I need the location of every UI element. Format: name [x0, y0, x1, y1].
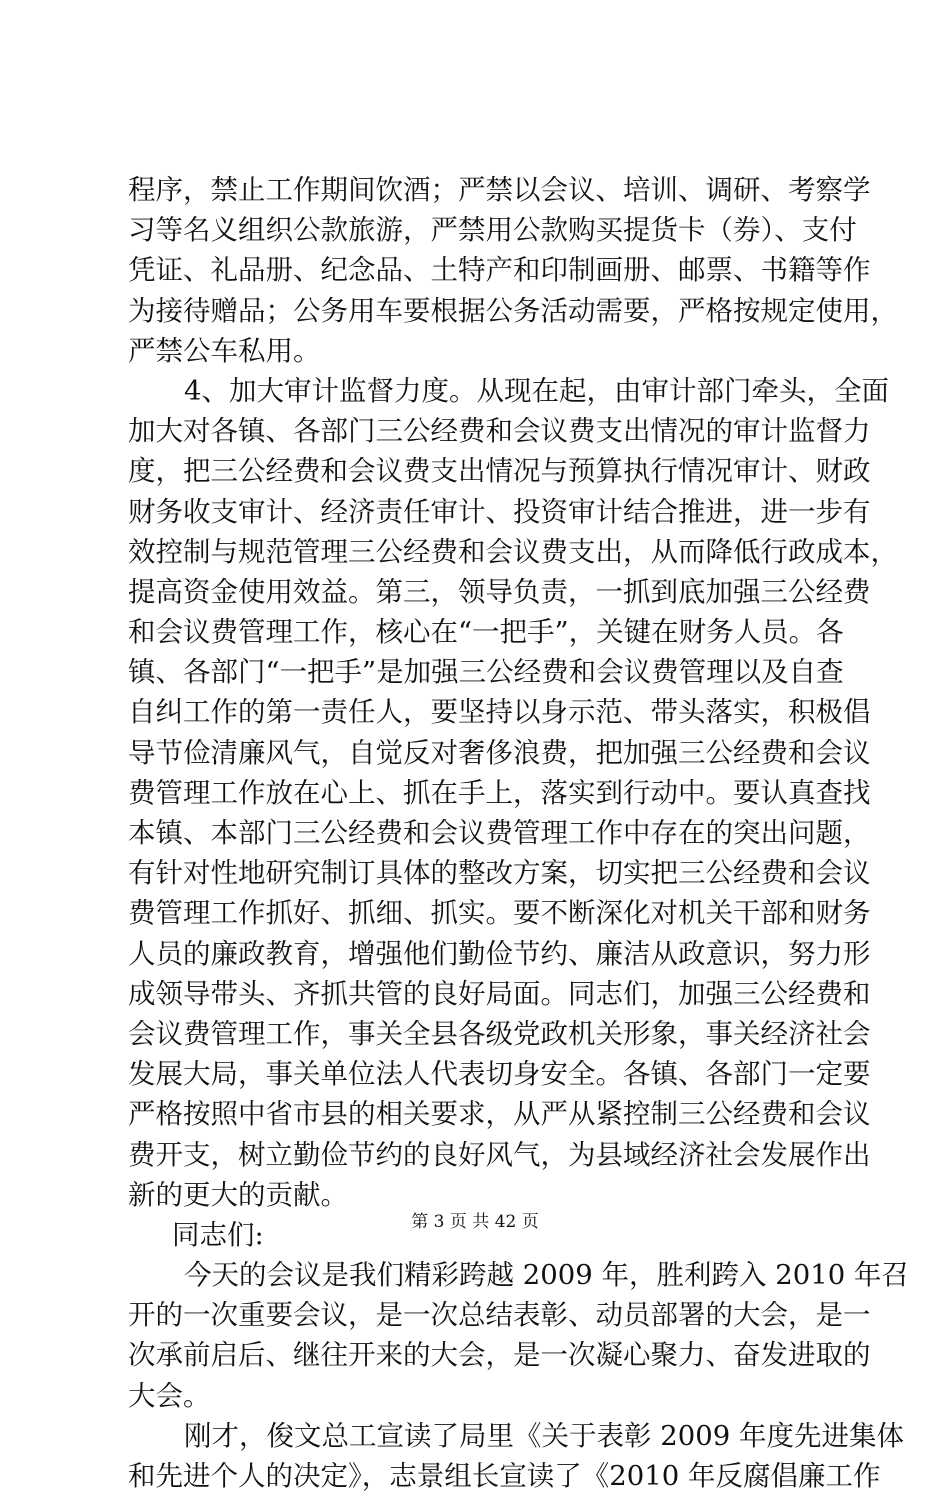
text-line: 自纠工作的第一责任人，要坚持以身示范、带头落实，积极倡 [128, 696, 871, 729]
text-line: 度，把三公经费和会议费支出情况与预算执行情况审计、财政 [128, 455, 871, 488]
text-line: 4、加大审计监督力度。从现在起，由审计部门牵头，全面 [184, 374, 889, 407]
text-line: 提高资金使用效益。第三，领导负责，一抓到底加强三公经费 [128, 575, 871, 608]
text-line: 效控制与规范管理三公经费和会议费支出，从而降低行政成本， [128, 535, 898, 568]
text-line: 本镇、本部门三公经费和会议费管理工作中存在的突出问题， [128, 817, 871, 849]
text-line: 成领导带头、齐抓共管的良好局面。同志们，加强三公经费和 [128, 977, 871, 1010]
text-line: 习等名义组织公款旅游，严禁用公款购买提货卡（券）、支付 [128, 214, 857, 247]
text-line: 费管理工作抓好、抓细、抓实。要不断深化对机关干部和财务 [128, 897, 871, 930]
text-line: 费管理工作放在心上、抓在手上，落实到行动中。要认真查找 [128, 776, 871, 809]
text-line: 次承前启后、继往开来的大会，是一次凝心聚力、奋发进取的 [128, 1339, 871, 1372]
text-line: 新的更大的贡献。 [128, 1178, 348, 1211]
text-line: 和先进个人的决定》，志景组长宣读了《2010 年反腐倡廉工作 [128, 1460, 881, 1492]
text-line: 开的一次重要会议，是一次总结表彰、动员部署的大会，是一 [128, 1299, 871, 1332]
text-line: 加大对各镇、各部门三公经费和会议费支出情况的审计监督力 [128, 415, 871, 448]
text-line: 今天的会议是我们精彩跨越 2009 年，胜利跨入 2010 年召 [184, 1259, 909, 1292]
text-line: 人员的廉政教育，增强他们勤俭节约、廉洁从政意识，努力形 [128, 937, 871, 970]
text-line: 财务收支审计、经济责任审计、投资审计结合推进，进一步有 [128, 495, 871, 528]
text-line: 会议费管理工作，事关全县各级党政机关形象，事关经济社会 [128, 1017, 871, 1050]
text-line: 费开支，树立勤俭节约的良好风气，为县域经济社会发展作出 [128, 1138, 871, 1171]
text-line: 大会。 [128, 1379, 211, 1412]
text-line: 严禁公车私用。 [128, 334, 321, 367]
text-line: 有针对性地研究制订具体的整改方案，切实把三公经费和会议 [128, 857, 871, 890]
text-line: 导节俭清廉风气，自觉反对奢侈浪费，把加强三公经费和会议 [128, 736, 871, 769]
page-number-footer: 第 3 页 共 42 页 [411, 1212, 539, 1232]
text-line: 为接待赠品；公务用车要根据公务活动需要，严格按规定使用， [128, 294, 898, 327]
text-line: 镇、各部门“一把手”是加强三公经费和会议费管理以及自查 [128, 656, 844, 689]
text-line: 和会议费管理工作，核心在“一把手”，关键在财务人员。各 [128, 616, 844, 649]
text-line: 同志们: [172, 1218, 264, 1251]
text-line: 严格按照中省市县的相关要求，从严从紧控制三公经费和会议 [128, 1098, 871, 1131]
body-text [128, 170, 909, 1496]
text-line: 凭证、礼品册、纪念品、土特产和印制画册、邮票、书籍等作 [128, 254, 871, 287]
text-line: 发展大局，事关单位法人代表切身安全。各镇、各部门一定要 [128, 1058, 871, 1091]
text-line: 刚才，俊文总工宣读了局里《关于表彰 2009 年度先进集体 [184, 1419, 904, 1452]
text-line: 程序，禁止工作期间饮酒；严禁以会议、培训、调研、考察学 [128, 174, 871, 206]
